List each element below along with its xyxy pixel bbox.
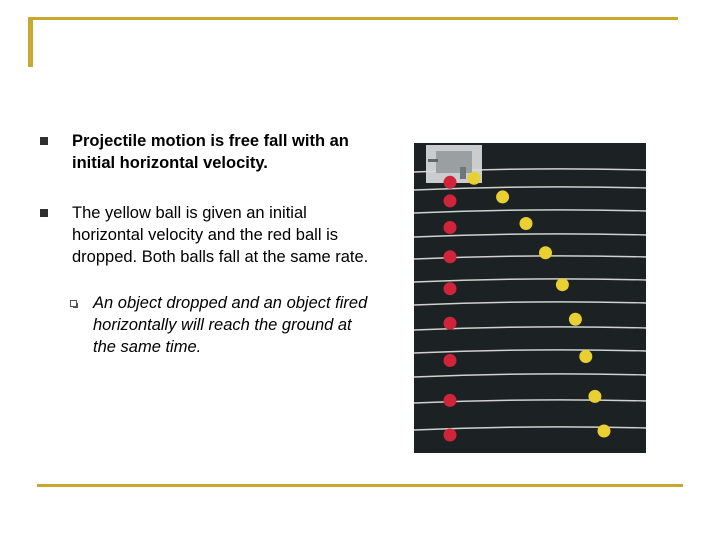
- red-ball: [444, 250, 457, 263]
- red-ball: [444, 429, 457, 442]
- bullet-item: [40, 130, 370, 174]
- yellow-ball: [588, 390, 601, 403]
- bottom-accent-line: [37, 484, 683, 487]
- grid-wire: [414, 279, 646, 282]
- yellow-ball: [598, 425, 611, 438]
- square-bullet-icon: [40, 137, 48, 145]
- red-ball: [444, 221, 457, 234]
- top-accent-line: [32, 17, 678, 20]
- sub-bullet-text: An object dropped and an object fired horizontally will reach the ground at the same time.: [93, 294, 368, 356]
- square-bullet-icon: [40, 209, 48, 217]
- bullet-text: Projectile motion is free fall with an initial horizontal velocity.: [72, 132, 349, 172]
- grid-wire: [414, 210, 646, 213]
- bullet-item: [40, 202, 370, 268]
- red-ball: [444, 354, 457, 367]
- sub-bullet-item: [70, 292, 370, 358]
- red-ball: [444, 317, 457, 330]
- grid-wire: [414, 374, 646, 377]
- projectile-photo: [414, 143, 646, 453]
- red-ball: [444, 176, 457, 189]
- yellow-ball: [569, 313, 582, 326]
- grid-wire: [414, 350, 646, 353]
- yellow-ball: [579, 350, 592, 363]
- yellow-ball: [468, 172, 481, 185]
- grid-wire: [414, 302, 646, 305]
- yellow-ball: [539, 246, 552, 259]
- bullet-list: [40, 130, 370, 358]
- hollow-square-bullet-icon: [70, 300, 77, 307]
- projectile-photo-svg: [414, 143, 646, 453]
- red-ball: [444, 394, 457, 407]
- bullet-text: The yellow ball is given an initial horizontal velocity and the red ball is dropped. Both balls fall at the same rate.: [72, 204, 369, 266]
- grid-wire: [414, 234, 646, 237]
- left-accent-bar: [28, 17, 33, 67]
- red-ball: [444, 194, 457, 207]
- yellow-ball: [496, 190, 509, 203]
- red-ball: [444, 282, 457, 295]
- yellow-ball: [520, 217, 533, 230]
- yellow-ball: [556, 278, 569, 291]
